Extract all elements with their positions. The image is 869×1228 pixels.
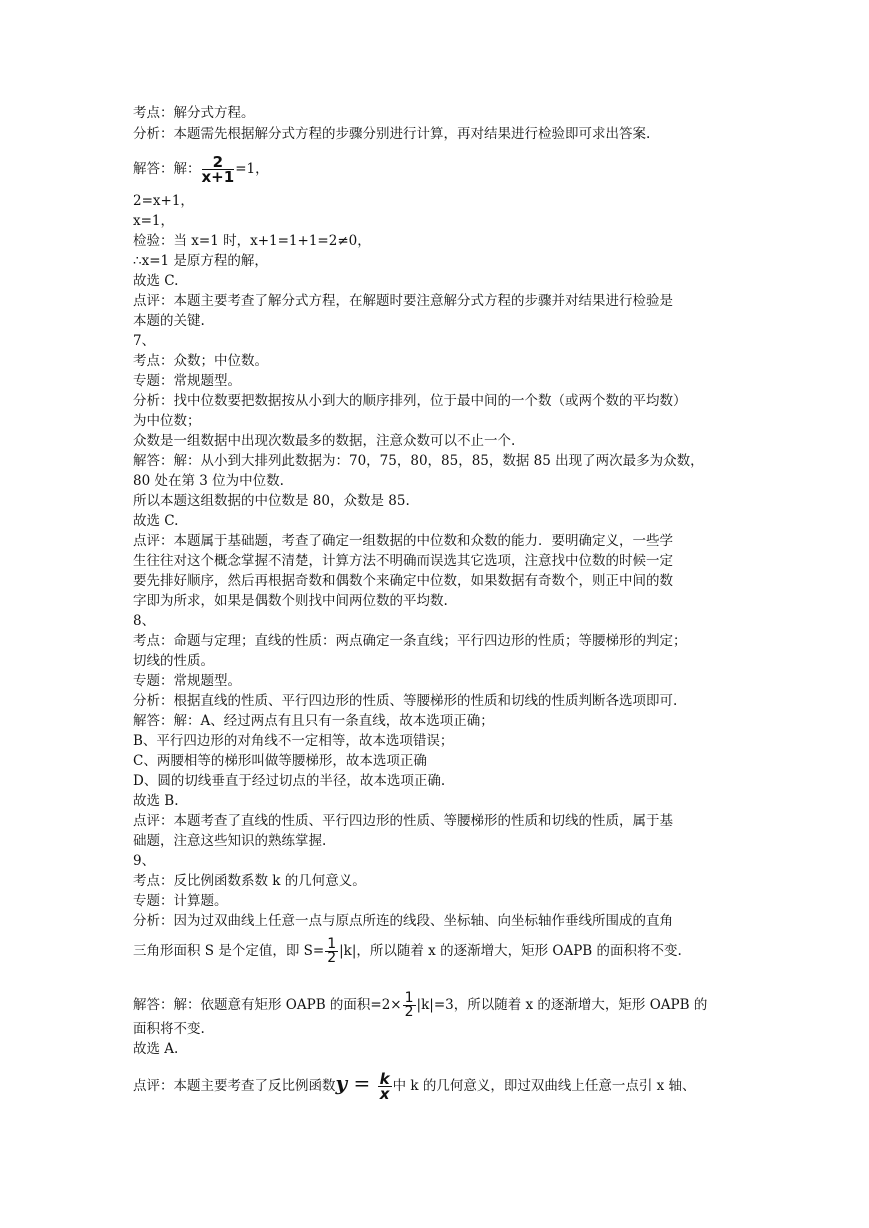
- text-line: 为中位数；: [133, 413, 201, 429]
- comment-formula-line: [133, 1064, 696, 1105]
- text-line: 考点：众数；中位数。: [133, 353, 268, 369]
- text-line: 专题：计算题。: [133, 893, 228, 909]
- formula-y: y: [335, 1071, 348, 1095]
- text-line: x=1，: [133, 213, 175, 229]
- text-prefix: 点评：本题主要考查了反比例函数: [133, 1078, 336, 1094]
- text-line: 面积将不变.: [133, 1021, 205, 1037]
- text-line: 专题：常规题型。: [133, 373, 241, 389]
- question-number: 9、: [133, 853, 156, 869]
- text-line: 考点：反比例函数系数 k 的几何意义。: [133, 873, 366, 889]
- text-line: ∴x=1 是原方程的解，: [133, 253, 268, 269]
- text-line: 众数是一组数据中出现次数最多的数据，注意众数可以不止一个.: [133, 433, 516, 449]
- text-line: 要先排好顺序，然后再根据奇数和偶数个来确定中位数，如果数据有奇数个，则正中间的数: [133, 573, 673, 589]
- fraction: [325, 938, 338, 965]
- text-line: B、平行四边形的对角线不一定相等，故本选项错误；: [133, 733, 454, 749]
- text-line: 2=x+1，: [133, 193, 194, 209]
- numerator: 1: [327, 936, 337, 952]
- text-line: 分析：找中位数要把数据按从小到大的顺序排列，位于最中间的一个数（或两个数的平均数）: [133, 393, 687, 409]
- text-line: 切线的性质。: [133, 653, 214, 669]
- text-line: 故选 C.: [133, 513, 179, 529]
- text-line: C、两腰相等的梯形叫做等腰梯形，故本选项正确: [133, 753, 427, 769]
- text-line: 80 处在第 3 位为中位数.: [133, 473, 284, 489]
- text-suffix: 中 k 的几何意义，即过双曲线上任意一点引 x 轴、: [392, 1078, 696, 1094]
- text-line: 字即为所求，如果是偶数个则找中间两位数的平均数.: [133, 593, 448, 609]
- text-line: 分析：因为过双曲线上任意一点与原点所连的线段、坐标轴、向坐标轴作垂线所围成的直角: [133, 913, 673, 929]
- text-line: 故选 B.: [133, 793, 179, 809]
- text-line: 分析：本题需先根据解分式方程的步骤分别进行计算，再对结果进行检验即可求出答案.: [133, 126, 651, 142]
- denominator: x+1: [201, 168, 235, 186]
- denominator: 2: [327, 950, 337, 966]
- text-line: 点评：本题主要考查了解分式方程，在解题时要注意解分式方程的步骤并对结果进行检验是: [133, 293, 673, 309]
- text-line: 分析：根据直线的性质、平行四边形的性质、等腰梯形的性质和切线的性质判断各选项即可.: [133, 693, 678, 709]
- text-suffix: |k|=3，所以随着 x 的逐渐增大，矩形 OAPB 的: [416, 997, 708, 1013]
- text-prefix: 解答：解：: [133, 161, 201, 177]
- text-line: 础题，注意这些知识的熟练掌握.: [133, 833, 327, 849]
- text-line: 点评：本题考查了直线的性质、平行四边形的性质、等腰梯形的性质和切线的性质，属于基: [133, 813, 673, 829]
- text-line: D、圆的切线垂直于经过切点的半径，故本选项正确.: [133, 773, 446, 789]
- question-number: 7、: [133, 333, 156, 349]
- text-line: 点评：本题属于基础题，考查了确定一组数据的中位数和众数的能力．要明确定义，一些学: [133, 533, 673, 549]
- text-line: 检验：当 x=1 时，x+1=1+1=2≠0，: [133, 233, 371, 249]
- numerator: 2: [202, 155, 235, 170]
- text-suffix: =1，: [235, 161, 269, 177]
- text-line: 解答：解：从小到大排列此数据为：70，75，80，85，85，数据 85 出现了两次最多为众数，: [133, 453, 704, 469]
- denominator: x: [379, 1085, 390, 1103]
- text-line: 故选 A.: [133, 1041, 179, 1057]
- text-line: 考点：命题与定理；直线的性质：两点确定一条直线；平行四边形的性质；等腰梯形的判定；: [133, 633, 687, 649]
- fraction: [202, 155, 235, 184]
- denominator: 2: [404, 1004, 414, 1020]
- text-suffix: |k|，所以随着 x 的逐渐增大，矩形 OAPB 的面积将不变.: [339, 943, 682, 959]
- text-prefix: 解答：解：依题意有矩形 OAPB 的面积=2×: [133, 997, 402, 1013]
- fraction: [403, 992, 416, 1019]
- formula-equals: =: [347, 1071, 377, 1095]
- text-line: 解答：解：A、经过两点有且只有一条直线，故本选项正确；: [133, 713, 494, 729]
- text-line: 生往往对这个概念掌握不清楚，计算方法不明确而误选其它选项，注意找中位数的时候一定: [133, 553, 673, 569]
- text-line: 故选 C.: [133, 273, 179, 289]
- answer-fraction-line: [133, 988, 707, 1022]
- answer-fraction-line: [133, 154, 269, 184]
- analysis-fraction-line: [133, 934, 682, 968]
- text-line: 所以本题这组数据的中位数是 80，众数是 85.: [133, 493, 410, 509]
- numerator: k: [379, 1070, 390, 1088]
- text-prefix: 三角形面积 S 是个定值，即 S=: [133, 943, 325, 959]
- question-number: 8、: [133, 613, 156, 629]
- text-line: 专题：常规题型。: [133, 673, 241, 689]
- text-line: 本题的关键.: [133, 313, 205, 329]
- fraction: [378, 1072, 392, 1101]
- text-line: 考点：解分式方程。: [133, 105, 255, 121]
- numerator: 1: [404, 990, 414, 1006]
